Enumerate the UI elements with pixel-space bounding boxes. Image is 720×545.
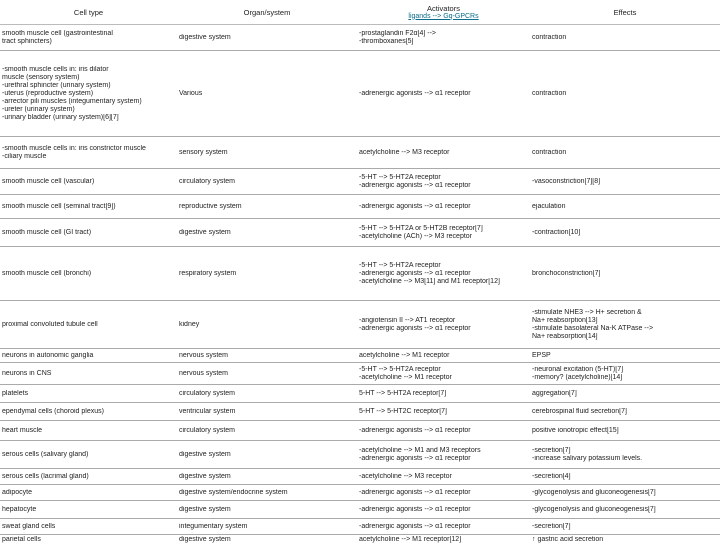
cell-line: contraction [532, 90, 718, 98]
cell-line: smooth muscle cell (bronchi) [2, 270, 175, 278]
cell-line: smooth muscle cell (seminal tract[9]) [2, 203, 175, 211]
cell-line: ejaculation [532, 203, 718, 211]
cell-cell-type [0, 51, 177, 137]
cell-line: -adrenergic agonists --> α1 receptor [359, 455, 528, 463]
header-activators-link[interactable]: ligands --> Gq-GPCRs [359, 13, 528, 21]
cell-cell-type [0, 137, 177, 169]
cell-line: -acetylcholine --> M3[11] and M1 receptor[12] [359, 278, 528, 286]
cell-effects [530, 421, 720, 441]
cell-line: -5-HT --> 5-HT2A receptor [359, 262, 528, 270]
cell-line: -adrenergic agonists --> α1 receptor [359, 523, 528, 531]
cell-organ-system [177, 349, 357, 363]
cell-organ-system [177, 51, 357, 137]
cell-line: circulatory system [179, 390, 355, 398]
cell-cell-type [0, 501, 177, 519]
cell-cell-type [0, 485, 177, 501]
cell-line: smooth muscle cell (GI tract) [2, 229, 175, 237]
cell-line: -urethral sphincter (urinary system) [2, 82, 175, 90]
cell-line: acetylcholine --> M3 receptor [359, 149, 528, 157]
cell-cell-type [0, 219, 177, 247]
cell-activators [357, 485, 530, 501]
cell-effects [530, 403, 720, 421]
cell-line: -adrenergic agonists --> α1 receptor [359, 506, 528, 514]
cell-effects [530, 469, 720, 485]
cell-line: -ureter (urinary system) [2, 106, 175, 114]
cell-line: smooth muscle cell (gastrointestinal [2, 30, 175, 38]
cell-cell-type [0, 363, 177, 385]
cell-line: -memory? (acetylcholine)[14] [532, 374, 718, 382]
cell-line: digestive system [179, 451, 355, 459]
cell-organ-system [177, 247, 357, 301]
cell-cell-type [0, 421, 177, 441]
cell-effects [530, 301, 720, 349]
table-row [0, 195, 720, 219]
cell-line: -thromboxanes[5] [359, 38, 528, 46]
cell-cell-type [0, 469, 177, 485]
cell-effects [530, 485, 720, 501]
cell-organ-system [177, 169, 357, 195]
cell-cell-type [0, 349, 177, 363]
cell-line: EPSP [532, 352, 718, 360]
cell-effects [530, 349, 720, 363]
cell-organ-system [177, 403, 357, 421]
header-cell-type: Cell type [0, 0, 177, 25]
cell-line: sweat gland cells [2, 523, 175, 531]
cell-activators [357, 501, 530, 519]
cell-line: -ciliary muscle [2, 153, 175, 161]
cell-organ-system [177, 385, 357, 403]
cell-line: serous cells (salivary gland) [2, 451, 175, 459]
cell-line: acetylcholine --> M1 receptor [359, 352, 528, 360]
cell-line: proximal convoluted tubule cell [2, 321, 175, 329]
cell-organ-system [177, 219, 357, 247]
cell-effects [530, 441, 720, 469]
cell-line: positive ionotropic effect[15] [532, 427, 718, 435]
cell-line: -acetylcholine (ACh) --> M3 receptor [359, 233, 528, 241]
cell-activators [357, 219, 530, 247]
table-row [0, 219, 720, 247]
cell-activators [357, 421, 530, 441]
cell-organ-system [177, 195, 357, 219]
cell-line: circulatory system [179, 427, 355, 435]
cell-organ-system [177, 469, 357, 485]
cell-line: 5-HT --> 5-HT2A receptor[7] [359, 390, 528, 398]
table-row [0, 485, 720, 501]
table-row [0, 385, 720, 403]
table-body [0, 25, 720, 545]
cell-line: neurons in CNS [2, 370, 175, 378]
header-organ-system: Organ/system [177, 0, 357, 25]
cell-line: -adrenergic agonists --> α1 receptor [359, 203, 528, 211]
cell-effects [530, 385, 720, 403]
cell-organ-system [177, 485, 357, 501]
header-row [0, 0, 720, 25]
cell-line: smooth muscle cell (vascular) [2, 178, 175, 186]
cell-line: contraction [532, 149, 718, 157]
cell-organ-system [177, 25, 357, 51]
cell-cell-type [0, 519, 177, 535]
cell-line: -5-HT --> 5-HT2A receptor [359, 366, 528, 374]
cell-line: ventricular system [179, 408, 355, 416]
cell-line: acetylcholine --> M1 receptor[12] [359, 536, 528, 544]
cell-effects [530, 25, 720, 51]
cell-line: muscle (sensory system) [2, 74, 175, 82]
cell-line: -adrenergic agonists --> α1 receptor [359, 489, 528, 497]
cell-line: tract sphincters) [2, 38, 175, 46]
cell-cell-type [0, 403, 177, 421]
cell-line: -adrenergic agonists --> α1 receptor [359, 90, 528, 98]
cell-organ-system [177, 441, 357, 469]
cell-cell-type [0, 301, 177, 349]
table-row [0, 501, 720, 519]
table-row [0, 519, 720, 535]
cell-effects [530, 501, 720, 519]
table-row [0, 421, 720, 441]
cell-line: -5-HT --> 5-HT2A receptor [359, 174, 528, 182]
cell-line: -smooth muscle cells in: iris constrictor muscle [2, 145, 175, 153]
cell-line: -glycogenolysis and gluconeogenesis[7] [532, 506, 718, 514]
cell-line: -smooth muscle cells in: iris dilator [2, 66, 175, 74]
cell-line: circulatory system [179, 178, 355, 186]
cell-line: aggregation[7] [532, 390, 718, 398]
cell-line: -prostaglandin F2α[4] --> [359, 30, 528, 38]
table-row [0, 363, 720, 385]
cell-activators [357, 363, 530, 385]
header-effects: Effects [530, 0, 720, 25]
cell-organ-system [177, 421, 357, 441]
cell-activators [357, 247, 530, 301]
cell-line: -adrenergic agonists --> α1 receptor [359, 325, 528, 333]
cell-line: digestive system [179, 473, 355, 481]
cell-line: contraction [532, 34, 718, 42]
cell-cell-type [0, 195, 177, 219]
cell-line: ↑ gastric acid secretion [532, 536, 718, 544]
cell-effects [530, 51, 720, 137]
cell-line: -acetylcholine --> M1 receptor [359, 374, 528, 382]
cell-cell-type [0, 441, 177, 469]
cell-activators [357, 51, 530, 137]
cell-line: digestive system/endocrine system [179, 489, 355, 497]
cell-activators [357, 441, 530, 469]
cell-line: -contraction[10] [532, 229, 718, 237]
cell-line: -increase salivary potassium levels. [532, 455, 718, 463]
cell-line: hepatocyte [2, 506, 175, 514]
cell-line: digestive system [179, 506, 355, 514]
cell-activators [357, 301, 530, 349]
table-row [0, 469, 720, 485]
cell-effects [530, 137, 720, 169]
cell-activators [357, 403, 530, 421]
table-row [0, 349, 720, 363]
cell-line: Na+ reabsorption[13] [532, 317, 718, 325]
cell-effects [530, 169, 720, 195]
cell-activators [357, 137, 530, 169]
cell-line: integumentary system [179, 523, 355, 531]
cell-activators [357, 25, 530, 51]
table-row [0, 247, 720, 301]
cell-activators [357, 385, 530, 403]
cell-line: -stimulate NHE3 --> H+ secretion & [532, 309, 718, 317]
table-row [0, 169, 720, 195]
table-row [0, 51, 720, 137]
cell-line: -secretion[4] [532, 473, 718, 481]
cell-line: serous cells (lacrimal gland) [2, 473, 175, 481]
cell-cell-type [0, 385, 177, 403]
cell-line: heart muscle [2, 427, 175, 435]
table-row [0, 403, 720, 421]
cell-line: -adrenergic agonists --> α1 receptor [359, 427, 528, 435]
cell-line: -urinary bladder (urinary system)[6][7] [2, 114, 175, 122]
cell-line: -acetylcholine --> M1 and M3 receptors [359, 447, 528, 455]
cell-line: -secretion[7] [532, 523, 718, 531]
cell-line: -glycogenolysis and gluconeogenesis[7] [532, 489, 718, 497]
cell-line: parietal cells [2, 536, 175, 544]
cell-organ-system [177, 501, 357, 519]
cell-line: -acetylcholine --> M3 receptor [359, 473, 528, 481]
cell-line: -stimulate basolateral Na-K ATPase --> [532, 325, 718, 333]
cell-line: -adrenergic agonists --> α1 receptor [359, 182, 528, 190]
cell-cell-type [0, 25, 177, 51]
cell-line: -uterus (reproductive system) [2, 90, 175, 98]
table-row [0, 441, 720, 469]
cell-line: nervous system [179, 370, 355, 378]
cell-line: ependymal cells (choroid plexus) [2, 408, 175, 416]
cell-line: adipocyte [2, 489, 175, 497]
cell-line: cerebrospinal fluid secretion[7] [532, 408, 718, 416]
table-row [0, 137, 720, 169]
cell-line: sensory system [179, 149, 355, 157]
cell-cell-type [0, 169, 177, 195]
cell-effects [530, 363, 720, 385]
cell-line: neurons in autonomic ganglia [2, 352, 175, 360]
header-activators: Activators ligands --> Gq-GPCRs [357, 0, 530, 25]
cell-line: digestive system [179, 536, 355, 544]
cell-effects [530, 219, 720, 247]
cell-line: -neuronal excitation (5-HT)[7] [532, 366, 718, 374]
cell-activators [357, 169, 530, 195]
cell-activators [357, 519, 530, 535]
cell-organ-system [177, 519, 357, 535]
cell-line: -secretion[7] [532, 447, 718, 455]
cell-line: platelets [2, 390, 175, 398]
cell-activators [357, 469, 530, 485]
table-row [0, 301, 720, 349]
cell-line: reproductive system [179, 203, 355, 211]
cell-effects [530, 195, 720, 219]
cell-line: -5-HT --> 5-HT2A or 5-HT2B receptor[7] [359, 225, 528, 233]
cell-line: -adrenergic agonists --> α1 receptor [359, 270, 528, 278]
cell-line: Na+ reabsorption[14] [532, 333, 718, 341]
cell-organ-system [177, 301, 357, 349]
table-row [0, 25, 720, 51]
cell-line: -vasoconstriction[7][8] [532, 178, 718, 186]
cell-line: 5-HT --> 5-HT2C receptor[7] [359, 408, 528, 416]
cell-cell-type [0, 247, 177, 301]
cell-effects [530, 519, 720, 535]
cell-effects [530, 247, 720, 301]
cell-line: -arrector pili muscles (integumentary system) [2, 98, 175, 106]
cell-line: digestive system [179, 229, 355, 237]
cell-line: nervous system [179, 352, 355, 360]
cell-line: respiratory system [179, 270, 355, 278]
cell-activators [357, 195, 530, 219]
cell-activators [357, 349, 530, 363]
cell-line: digestive system [179, 34, 355, 42]
cell-organ-system [177, 363, 357, 385]
cell-line: kidney [179, 321, 355, 329]
cell-line: -angiotensin II --> AT1 receptor [359, 317, 528, 325]
cell-line: bronchoconstriction[7] [532, 270, 718, 278]
cell-line: Various [179, 90, 355, 98]
cell-organ-system [177, 137, 357, 169]
